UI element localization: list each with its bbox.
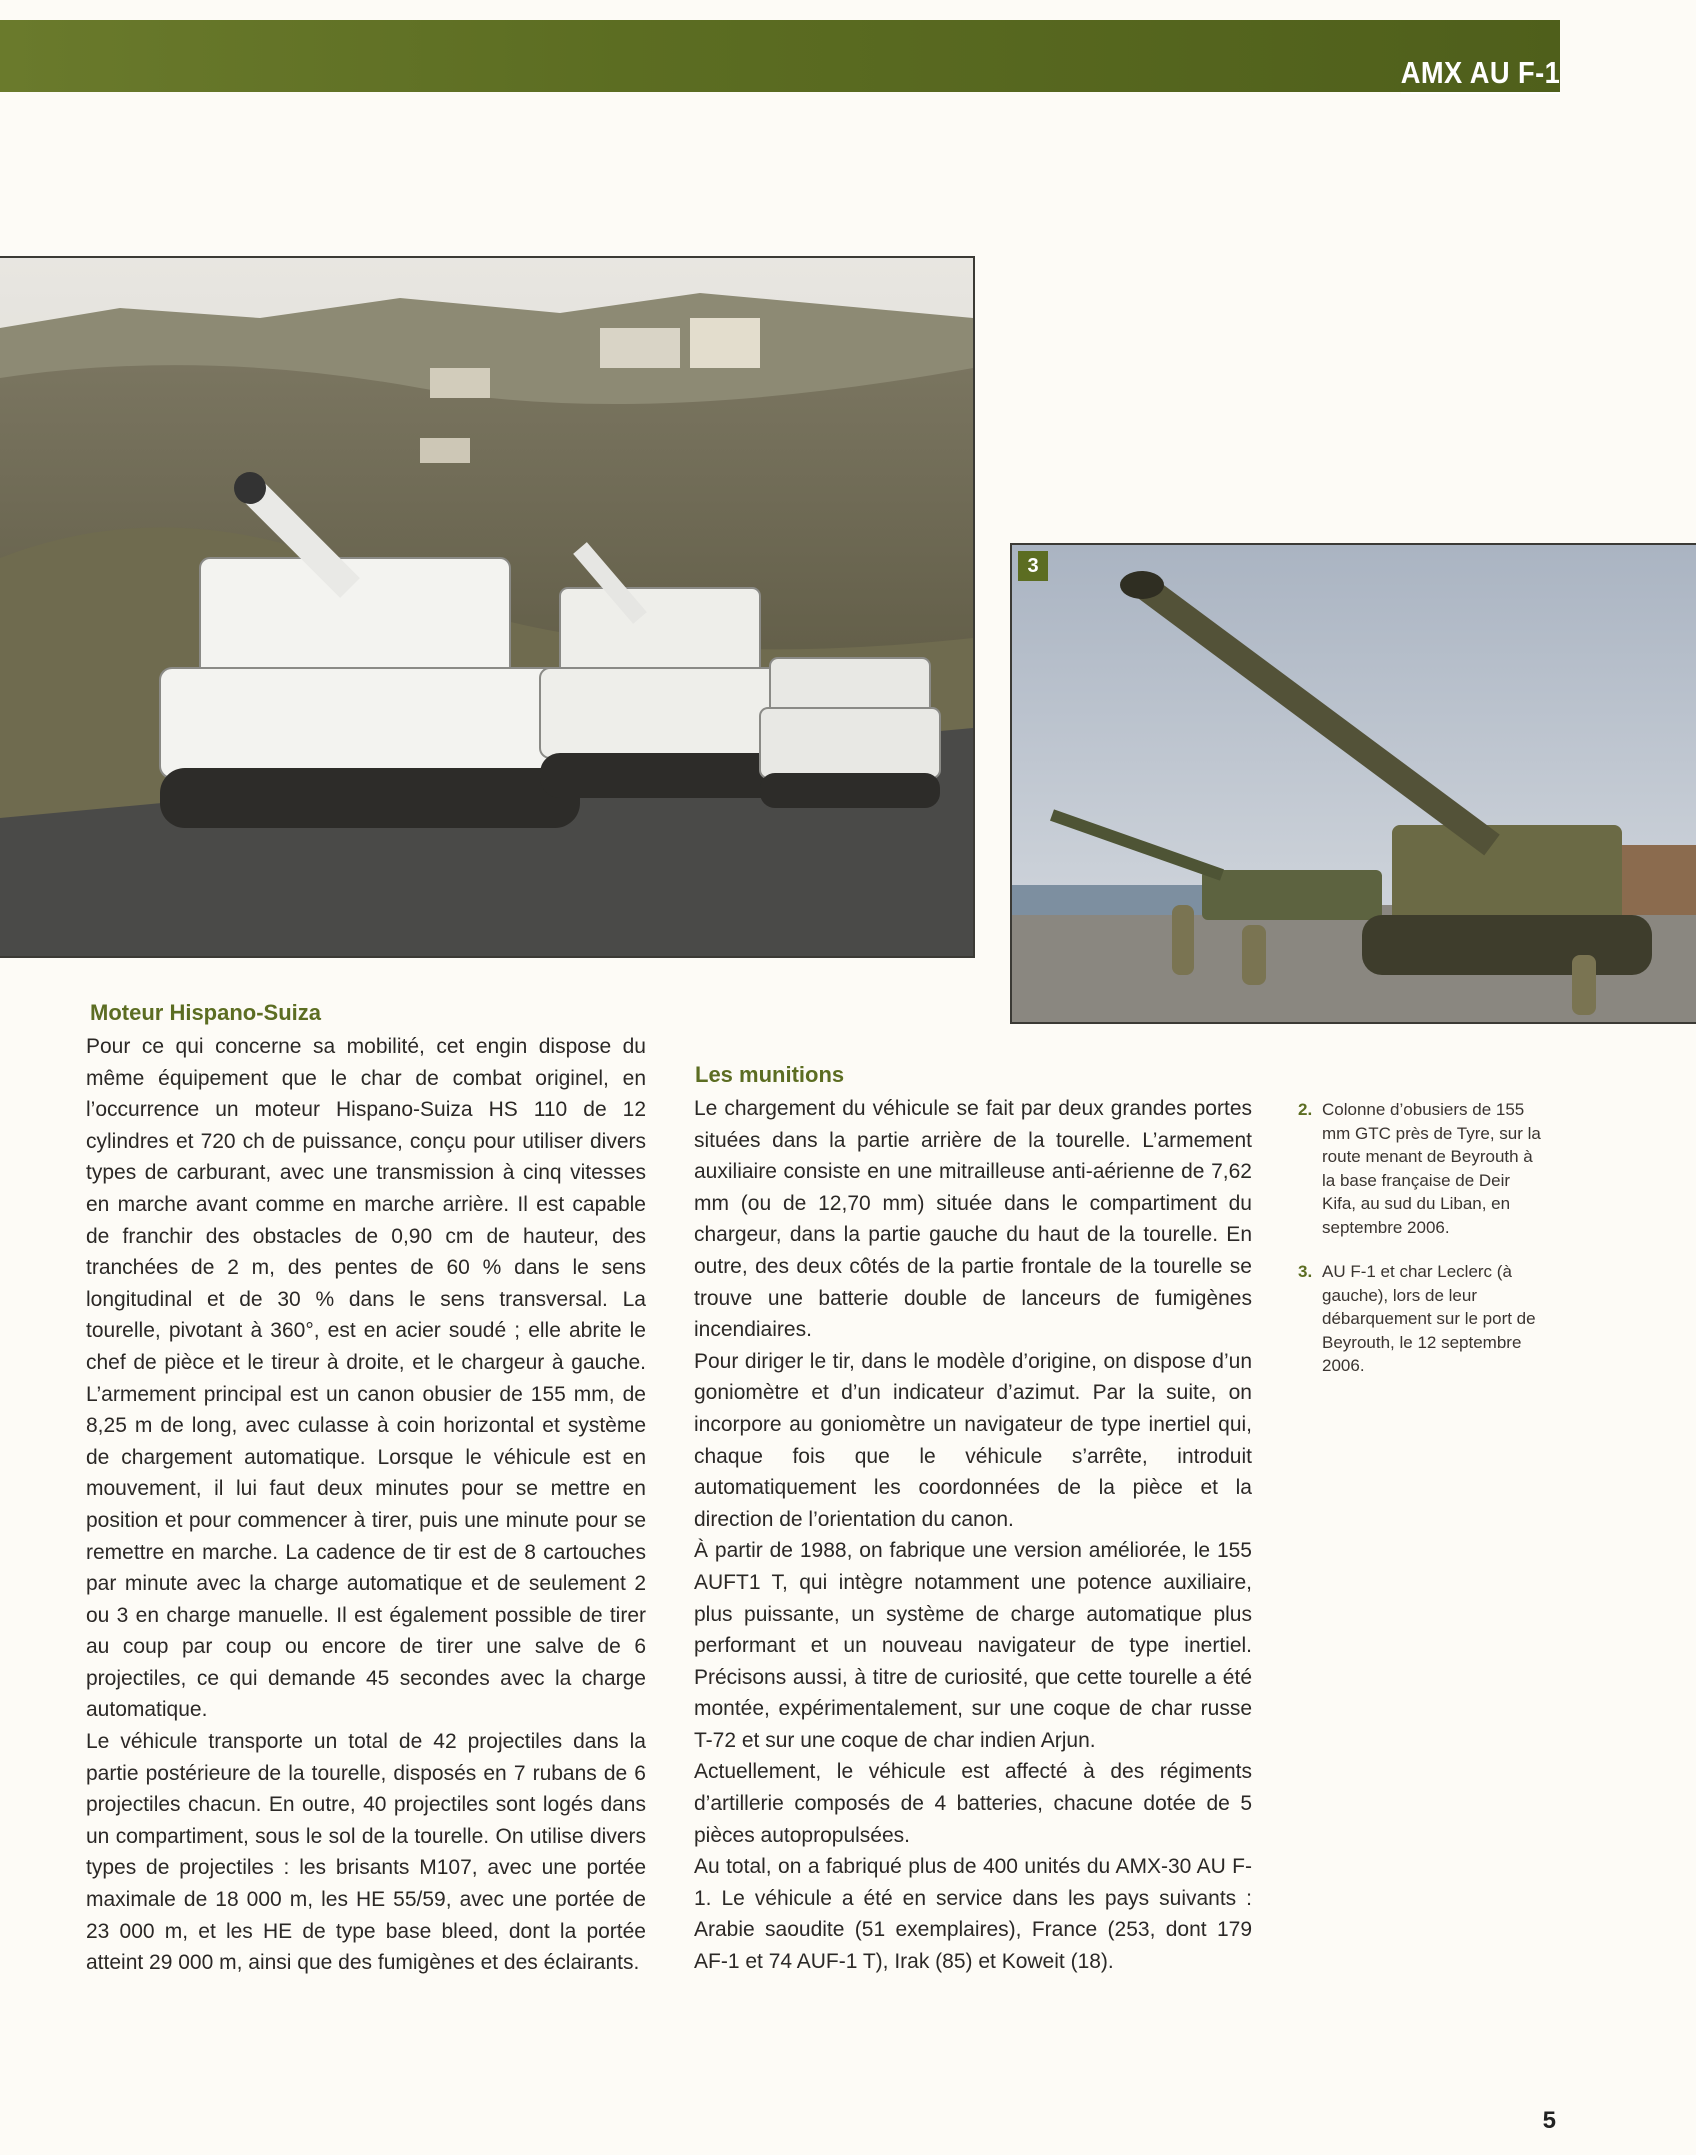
photo-un-artillery-column [0,256,975,958]
caption-text: AU F-1 et char Leclerc (à gauche), lors de leur débarquement sur le port de Beyrouth, le 12 septembre 2006. [1322,1262,1536,1375]
middle-paragraph: Le chargement du véhicule se fait par deux grandes portes situées dans la partie arrière de la tourelle. L’armement auxiliaire consiste en une mitrailleuse anti-aérienne de 7,62 mm (ou de 12,70 mm) située dans le compartiment du chargeur, dans la partie gauche du haut de la tourelle. En outre, des deux côtés de la partie frontale de la tourelle se trouve une batterie double de lanceurs de fumigènes incendiaires. [694,1097,1252,1342]
caption-3 [1298,1260,1543,1378]
page-number: 5 [1542,2107,1556,2134]
left-paragraph: Pour ce qui concerne sa mobilité, cet engin dispose du même équipement que le char de combat originel, en l’occurrence un moteur Hispano-Suiza HS 110 de 12 cylindres et 720 ch de puissance, conçu pour utiliser divers types de carburant, avec une transmission à cinq vitesses en marche avant comme en marche arrière. Il est capable de franchir des obstacles de 0,90 cm de hauteur, des tranchées de 2 m, des pentes de 60 % dans le sens longitudinal et de 30 % dans le sens transversal. La tourelle, pivotant à 360°, est en acier soudé ; elle abrite le chef de pièce et le tireur à droite, et le chargeur à gauche. L’armement principal est un canon obusier de 155 mm, de 8,25 m de long, avec culasse à coin horizontal et système de chargement automatique. Lorsque le véhicule est en mouvement, il lui faut deux minutes pour se mettre en position et pour commencer à tirer, puis une minute pour se remettre en marche. La cadence de tir est de 8 cartouches par minute avec la charge automatique et de seulement 2 ou 3 en charge manuelle. Il est également possible de tirer au coup par coup ou encore de tirer une salve de 6 projectiles, ce qui demande 45 secondes avec la charge automatique. [86,1035,646,1722]
heading-munitions: Les munitions [695,1062,845,1087]
left-paragraph: Le véhicule transporte un total de 42 projectiles dans la partie postérieure de la tourelle, disposés en 7 rubans de 6 projectiles chacun. En outre, 40 projectiles sont logés dans un compartiment, sous le sol de la tourelle. On utilise divers types de projectiles : les brisants M107, avec une portée maximale de 18 000 m, les HE 55/59, avec une portée de 23 000 m, et les HE de type base bleed, dont la portée atteint 29 000 m, ainsi que des fumigènes et des éclairants. [86,1730,646,1975]
middle-paragraph: Au total, on a fabriqué plus de 400 unités du AMX-30 AU F-1. Le véhicule a été en service dans les pays suivants : Arabie saoudite (51 exemplaires), France (253, dont 179 AF-1 et 74 AUF-1 T), Irak (85) et Koweit (18). [694,1855,1252,1974]
header-band [0,20,1560,92]
caption-2 [1298,1098,1543,1239]
left-text-column [86,1031,646,1979]
caption-number: 3. [1298,1262,1313,1281]
middle-paragraph: Actuellement, le véhicule est affecté à des régiments d’artillerie composés de 4 batteries, chacune dotée de 5 pièces autopropulsées. [694,1760,1252,1847]
middle-text-column [694,1093,1252,1978]
photo-2-illustration [0,258,973,956]
photo-captions [1298,1098,1543,1399]
running-header-title: AMX AU F-1 [1401,56,1561,94]
middle-paragraph: À partir de 1988, on fabrique une version améliorée, le 155 AUFT1 T, qui intègre notamment une potence auxiliaire, plus puissante, un système de charge automatique plus performant et un nouveau navigateur de type inertiel. Précisons aussi, à titre de curiosité, que cette tourelle a été montée, expérimentalement, sur une coque de char russe T-72 et sur une coque de char indien Arjun. [694,1539,1252,1752]
caption-number: 2. [1298,1100,1313,1119]
caption-text: Colonne d’obusiers de 155 mm GTC près de Tyre, sur la route menant de Beyrouth à la base française de Deir Kifa, au sud du Liban, en septembre 2006. [1322,1100,1541,1237]
heading-moteur: Moteur Hispano-Suiza [90,1000,322,1025]
photo-auf1-leclerc-beirut [1010,543,1696,1024]
photo-3-illustration [1012,545,1696,1022]
photo-number-badge: 3 [1018,551,1048,581]
middle-paragraph: Pour diriger le tir, dans le modèle d’origine, on dispose d’un goniomètre et d’un indicateur d’azimut. Par la suite, on incorpore au goniomètre un navigateur de type inertiel qui, chaque fois que le véhicule s’arrête, introduit automatiquement les coordonnées de la pièce et la direction de l’orientation du canon. [694,1349,1252,1531]
